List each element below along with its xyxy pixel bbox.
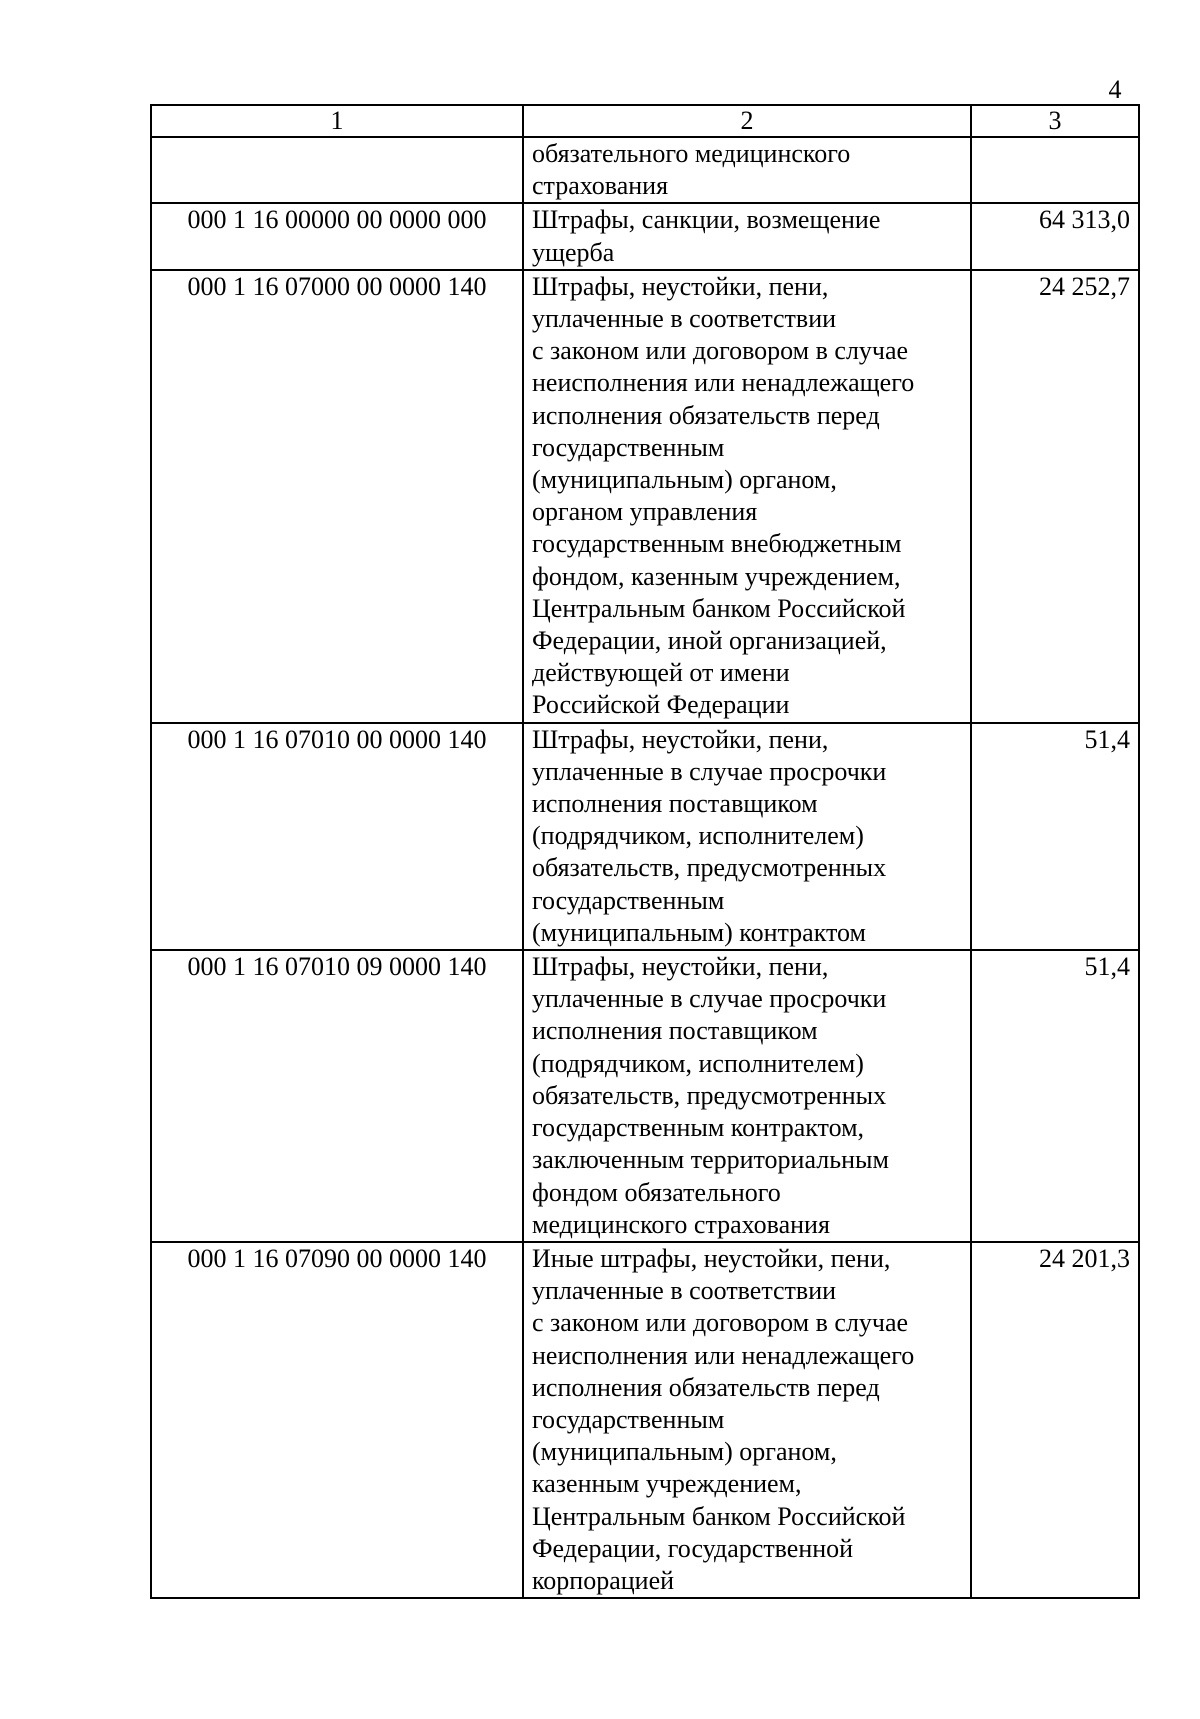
row-code: 000 1 16 07000 00 0000 140 bbox=[151, 270, 523, 723]
table-row bbox=[151, 950, 1139, 1242]
row-description: Штрафы, неустойки, пени, уплаченные в случае просрочки исполнения поставщиком (подрядчиком, исполнителем) обязательств, предусмотренных государственным (муниципальным) контрактом bbox=[523, 723, 971, 950]
row-amount: 24 201,3 bbox=[971, 1242, 1139, 1598]
page-number: 4 bbox=[1108, 75, 1122, 104]
table-row bbox=[151, 723, 1139, 950]
table-row bbox=[151, 137, 1139, 203]
row-code: 000 1 16 07010 00 0000 140 bbox=[151, 723, 523, 950]
table-row bbox=[151, 203, 1139, 269]
row-code: 000 1 16 07090 00 0000 140 bbox=[151, 1242, 523, 1598]
row-amount: 64 313,0 bbox=[971, 203, 1139, 269]
row-code bbox=[151, 137, 523, 203]
row-amount bbox=[971, 137, 1139, 203]
row-code: 000 1 16 00000 00 0000 000 bbox=[151, 203, 523, 269]
row-amount: 24 252,7 bbox=[971, 270, 1139, 723]
budget-table bbox=[150, 104, 1140, 1599]
row-description: Штрафы, неустойки, пени, уплаченные в случае просрочки исполнения поставщиком (подрядчиком, исполнителем) обязательств, предусмотренных государственным контрактом, заключенным территориальным фондом обязательного медицинского страхования bbox=[523, 950, 971, 1242]
row-code: 000 1 16 07010 09 0000 140 bbox=[151, 950, 523, 1242]
row-description: Иные штрафы, неустойки, пени, уплаченные в соответствии с законом или договором в случае неисполнения или ненадлежащего исполнения обязательств перед государственным (муниципальным) органом, казенным учреждением, Центральным банком Российской Федерации, государственной корпорацией bbox=[523, 1242, 971, 1598]
row-amount: 51,4 bbox=[971, 723, 1139, 950]
column-header-1: 1 bbox=[151, 105, 523, 137]
table-header-row bbox=[151, 105, 1139, 137]
row-description: Штрафы, неустойки, пени, уплаченные в соответствии с законом или договором в случае неисполнения или ненадлежащего исполнения обязательств перед государственным (муниципальным) органом, органом управления государственным внебюджетным фондом, казенным учреждением, Центральным банком Российской Федерации, иной организацией, действующей от имени Российской Федерации bbox=[523, 270, 971, 723]
row-description: Штрафы, санкции, возмещение ущерба bbox=[523, 203, 971, 269]
column-header-3: 3 bbox=[971, 105, 1139, 137]
table-row bbox=[151, 1242, 1139, 1598]
row-amount: 51,4 bbox=[971, 950, 1139, 1242]
column-header-2: 2 bbox=[523, 105, 971, 137]
table-row bbox=[151, 270, 1139, 723]
row-description: обязательного медицинского страхования bbox=[523, 137, 971, 203]
